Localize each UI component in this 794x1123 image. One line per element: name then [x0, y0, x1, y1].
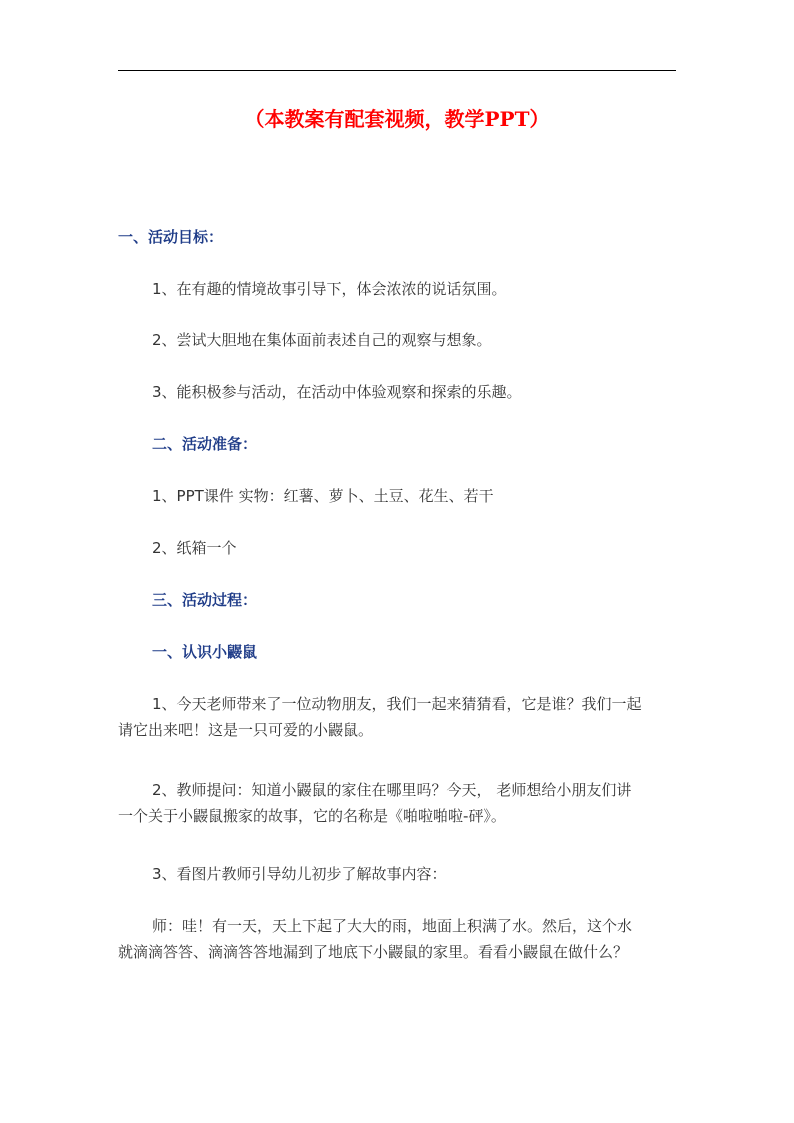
goal-text: 1、在有趣的情境故事引导下，体会浓浓的说话氛围。 — [152, 280, 507, 298]
process-paragraph — [118, 861, 678, 887]
goal-item — [118, 327, 678, 353]
paragraph-line: 3、看图片教师引导幼儿初步了解故事内容： — [152, 865, 447, 883]
prep-heading: 二、活动准备： — [152, 435, 258, 453]
process-paragraph — [118, 913, 678, 965]
paragraph-line: 就滴滴答答、滴滴答答地漏到了地底下小鼹鼠的家里。看看小鼹鼠在做什么？ — [118, 943, 629, 961]
paragraph-line: 请它出来吧！这是一只可爱的小鼹鼠。 — [118, 721, 374, 739]
process-paragraph — [118, 777, 678, 829]
goal-item — [118, 379, 678, 405]
goals-heading: 一、活动目标： — [118, 228, 224, 246]
sub-heading: 一、认识小鼹鼠 — [152, 643, 258, 661]
paragraph-line: 2、教师提问：知道小鼹鼠的家住在哪里吗？今天， 老师想给小朋友们讲 — [152, 781, 632, 799]
prep-item — [118, 535, 678, 561]
prep-item — [118, 483, 678, 509]
goal-item — [118, 276, 678, 302]
prep-text: 1、PPT课件 实物：红薯、萝卜、土豆、花生、若干 — [152, 487, 494, 505]
paragraph-line: 一个关于小鼹鼠搬家的故事，它的名称是《啪啦啪啦-砰》。 — [118, 807, 506, 825]
header-rule — [118, 70, 676, 71]
goal-text: 2、尝试大胆地在集体面前表述自己的观察与想象。 — [152, 331, 492, 349]
page-title: （本教案有配套视频，教学PPT） — [244, 107, 550, 131]
process-paragraph — [118, 691, 678, 743]
paragraph-line: 师：哇！有一天，天上下起了大大的雨，地面上积满了水。然后，这个水 — [152, 917, 633, 935]
paragraph-line: 1、今天老师带来了一位动物朋友，我们一起来猜猜看，它是谁？我们一起 — [152, 695, 642, 713]
goal-text: 3、能积极参与活动，在活动中体验观察和探索的乐趣。 — [152, 383, 522, 401]
process-heading: 三、活动过程： — [152, 591, 258, 609]
prep-text: 2、纸箱一个 — [152, 539, 237, 557]
